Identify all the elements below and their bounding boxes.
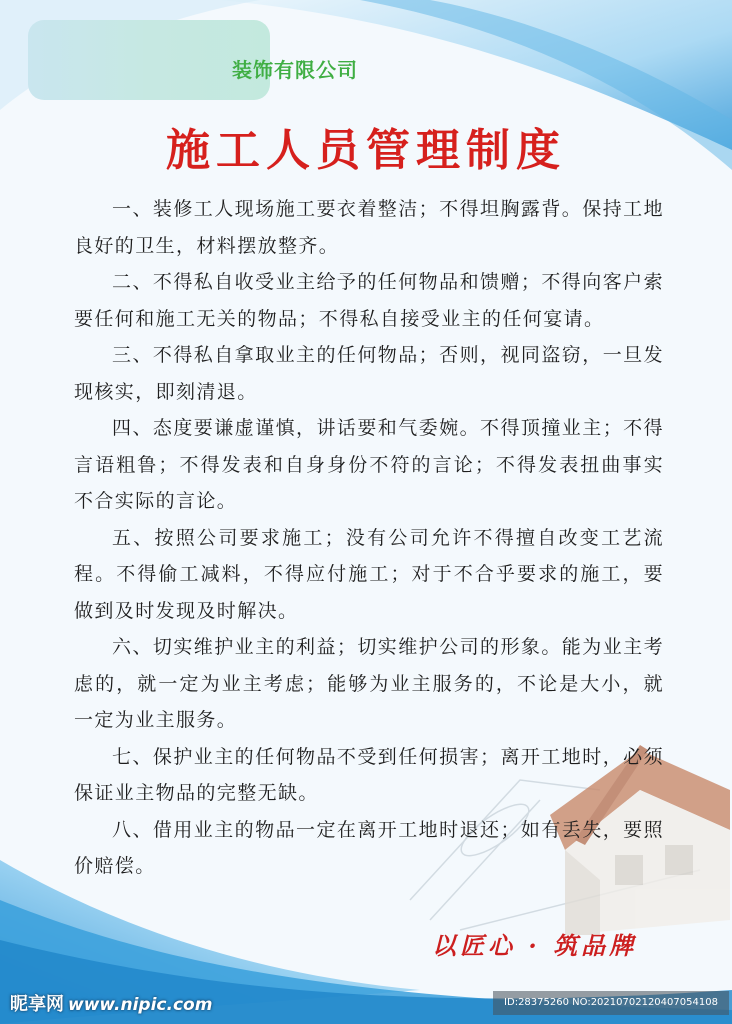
company-header (28, 20, 428, 100)
rule-item: 一、装修工人现场施工要衣着整洁；不得坦胸露背。保持工地良好的卫生，材料摆放整齐。 (74, 198, 664, 257)
company-name: 装饰有限公司 (232, 58, 358, 82)
watermark-id: ID:28375260 NO:20210702120407054108 (493, 991, 729, 1015)
rule-item: 六、切实维护业主的利益；切实维护公司的形象。能为业主考虑的，就一定为业主考虑；能够为业主服务的，不论是大小，就一定为业主服务。 (74, 636, 664, 731)
rule-item: 二、不得私自收受业主给予的任何物品和馈赠；不得向客户索要任何和施工无关的物品；不得私自接受业主的任何宴请。 (74, 271, 664, 330)
watermark-site: www.nipic.com (68, 995, 213, 1015)
watermark-logo-text: 昵享网 (10, 994, 64, 1015)
rule-item: 三、不得私自拿取业主的任何物品；否则，视同盗窃，一旦发现核实，即刻清退。 (74, 344, 664, 403)
rules-list (74, 191, 664, 885)
rule-item: 五、按照公司要求施工；没有公司允许不得擅自改变工艺流程。不得偷工减料，不得应付施工；对于不合乎要求的施工，要做到及时发现及时解决。 (74, 526, 664, 622)
rule-item: 八、借用业主的物品一定在离开工地时退还；如有丢失，要照价赔偿。 (74, 818, 664, 877)
page-title: 施工人员管理制度 (166, 125, 566, 176)
watermark-logo (10, 990, 212, 1016)
rule-item: 四、态度要谦虚谨慎，讲话要和气委婉。不得顶撞业主；不得言语粗鲁；不得发表和自身身份不符的言论；不得发表扭曲事实不合实际的言论。 (74, 417, 664, 512)
rule-item: 七、保护业主的任何物品不受到任何损害；离开工地时，必须保证业主物品的完整无缺。 (74, 745, 664, 804)
slogan: 以匠心 · 筑品牌 (432, 931, 638, 960)
